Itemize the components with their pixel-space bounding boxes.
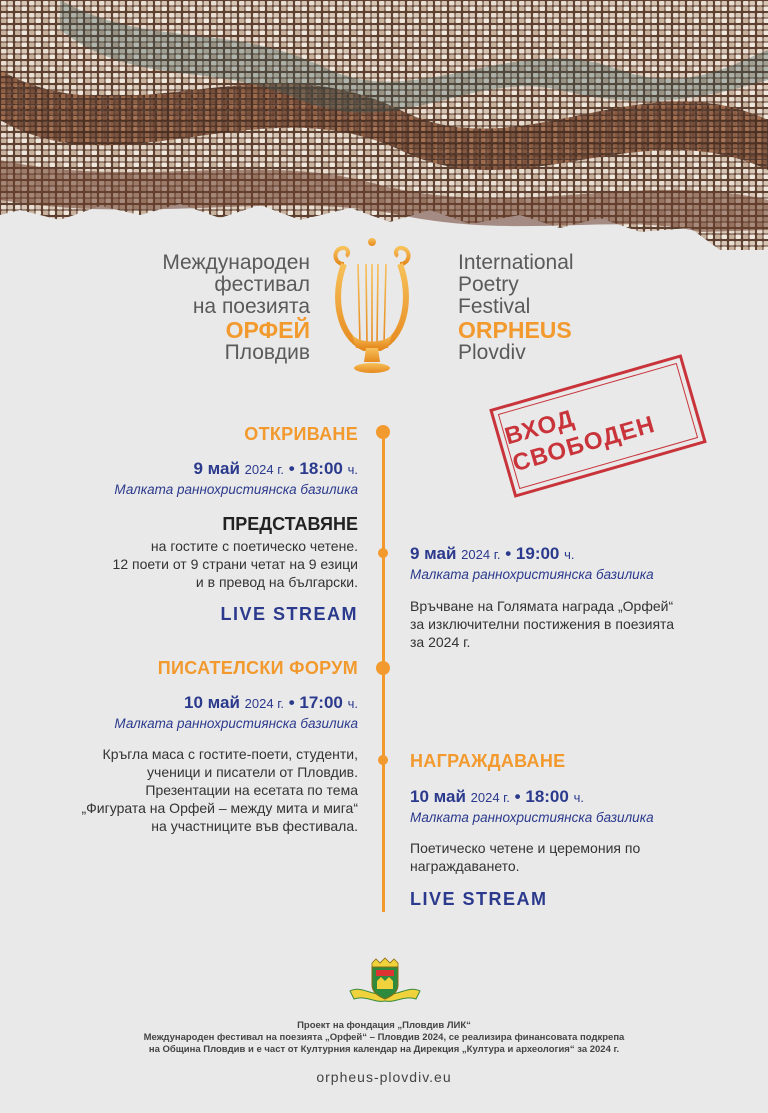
forum-date-sep: • — [288, 693, 295, 712]
forum-line1: Кръгла маса с гостите-поети, студенти, — [102, 746, 358, 762]
festival-title-bulgarian — [162, 252, 310, 364]
awarding-live-stream: LIVE STREAM — [410, 889, 548, 909]
presentation-line3: и в превод на български. — [195, 574, 358, 590]
opening-date-sep: • — [288, 459, 295, 478]
title-bg-line3: на поезията — [192, 295, 310, 318]
award-grand-venue: Малката раннохристиянска базилика — [410, 567, 654, 582]
footer-line1: Проект на фондация „Пловдив ЛИК“ — [297, 1020, 471, 1031]
forum-line2: ученици и писатели от Пловдив. — [147, 764, 358, 780]
title-en-name: ORPHEUS — [458, 317, 572, 343]
awarding-date — [410, 787, 584, 807]
presentation-line1: на гостите с поетическо четене. — [150, 538, 358, 554]
plovdiv-coat-of-arms-icon — [348, 957, 422, 1005]
forum-date-time: 17:00 — [299, 693, 343, 712]
award-grand-line3: за 2024 г. — [410, 634, 471, 650]
awarding-date-unit: ч. — [573, 790, 584, 805]
forum-heading: ПИСАТЕЛСКИ ФОРУМ — [157, 658, 358, 678]
presentation-live-stream: LIVE STREAM — [220, 604, 358, 624]
opening-date-unit: ч. — [347, 462, 358, 477]
opening-date-day: 9 май — [193, 459, 240, 478]
forum-date-unit: ч. — [347, 696, 358, 711]
award-grand-date-sep: • — [505, 544, 512, 563]
awarding-date-day: 10 май — [410, 787, 466, 806]
festival-title-english — [458, 252, 574, 364]
title-en-city: Plovdiv — [458, 341, 526, 364]
footer-line3: на Община Пловдив и е част от Културния календар на Дирекция „Култура и археология“ за 2024 г. — [148, 1044, 620, 1055]
forum-description — [82, 745, 359, 835]
award-grand-date-year: 2024 г. — [461, 547, 501, 562]
presentation-description — [113, 537, 358, 591]
title-bg-name: ОРФЕЙ — [225, 317, 310, 343]
awarding-date-year: 2024 г. — [470, 790, 510, 805]
awarding-venue: Малката раннохристиянска базилика — [410, 810, 654, 825]
footer-line2: Международен фестивал на поезията „Орфей“ – Пловдив 2024, се реализира финансовата подкрепа — [143, 1032, 625, 1043]
awarding-line1: Поетическо четене и церемония по — [410, 840, 641, 856]
forum-line4: „Фигурата на Орфей – между мита и мига“ — [81, 800, 358, 816]
opening-date — [193, 459, 358, 479]
award-grand-date-unit: ч. — [564, 547, 575, 562]
forum-line3: Презентации на есетата по тема — [145, 782, 358, 798]
lyre-icon — [330, 236, 414, 378]
timeline-dot-opening — [376, 425, 390, 439]
website-link[interactable]: orpheus-plovdiv.eu — [316, 1069, 452, 1085]
timeline-dot-forum — [376, 661, 390, 675]
award-grand-line2: за изключителни постижения в поезията — [410, 616, 675, 632]
title-bg-city: Пловдив — [224, 341, 310, 364]
awarding-line2: награждаването. — [410, 858, 520, 874]
free-entry-stamp — [489, 354, 707, 498]
opening-venue: Малката раннохристиянска базилика — [114, 482, 358, 497]
opening-date-time: 18:00 — [299, 459, 343, 478]
timeline-dot-award-grand — [378, 548, 388, 558]
mosaic-header-image — [0, 0, 768, 250]
opening-heading: ОТКРИВАНЕ — [244, 424, 358, 444]
award-grand-date-time: 19:00 — [515, 544, 560, 563]
footer-credits — [0, 1020, 768, 1056]
award-grand-date — [410, 544, 575, 564]
presentation-line2: 12 поети от 9 страни четат на 9 езици — [112, 556, 358, 572]
title-en-line1: International — [458, 251, 574, 274]
title-en-line2: Poetry — [458, 273, 519, 296]
awarding-date-sep: • — [514, 787, 521, 806]
award-grand-line1: Връчване на Голямата награда „Орфей“ — [410, 598, 674, 614]
forum-date-day: 10 май — [184, 693, 240, 712]
award-grand-date-day: 9 май — [410, 544, 457, 563]
forum-date-year: 2024 г. — [244, 696, 284, 711]
forum-date — [184, 693, 358, 713]
title-bg-line2: фестивал — [214, 273, 310, 296]
forum-line5: на участниците във фестивала. — [151, 818, 358, 834]
presentation-heading: ПРЕДСТАВЯНЕ — [222, 514, 358, 534]
title-bg-line1: Международен — [162, 251, 310, 274]
opening-date-year: 2024 г. — [244, 462, 284, 477]
title-en-line3: Festival — [458, 295, 531, 318]
forum-venue: Малката раннохристиянска базилика — [114, 716, 358, 731]
awarding-date-time: 18:00 — [525, 787, 569, 806]
timeline-dot-awarding — [378, 755, 388, 765]
awarding-heading: НАГРАЖДАВАНЕ — [410, 751, 566, 771]
award-grand-description — [410, 597, 674, 651]
stamp-text: ВХОД СВОБОДЕН — [498, 363, 698, 489]
awarding-description — [410, 839, 640, 875]
